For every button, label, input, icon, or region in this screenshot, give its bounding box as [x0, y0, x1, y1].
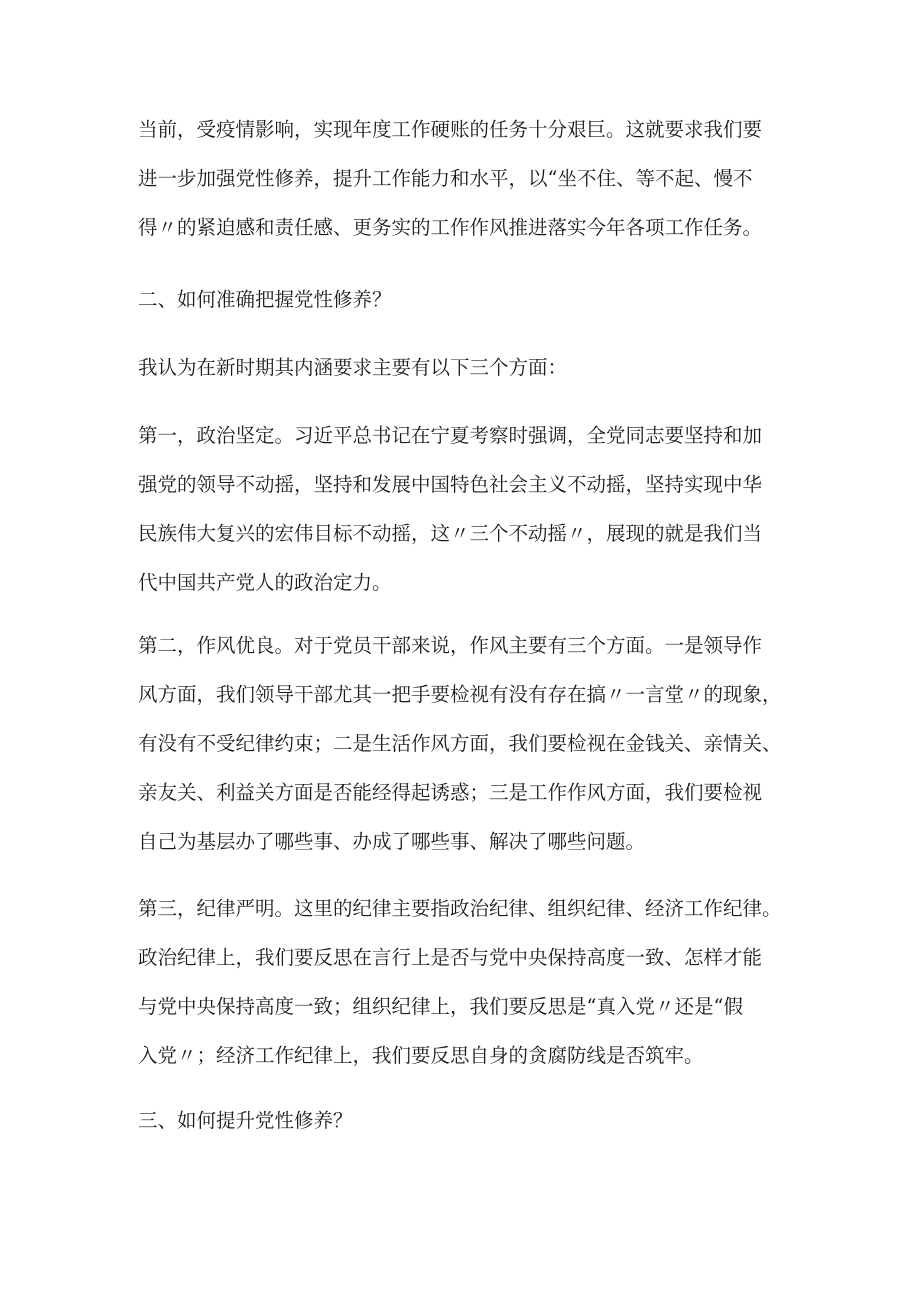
section-heading-3: 三、如何提升党性修养？ [138, 1109, 353, 1132]
text-line: 强党的领导不动摇，坚持和发展中国特色社会主义不动摇，坚持实现中华 [138, 473, 763, 496]
text-line: 有没有不受纪律约束；二是生活作风方面，我们要检视在金钱关、亲情关、 [138, 732, 782, 755]
text-line: 自己为基层办了哪些事、办成了哪些事、解决了哪些问题。 [138, 830, 646, 853]
paragraph-intro [138, 105, 798, 252]
paragraph-aspects-intro [138, 343, 798, 392]
text-line: 政治纪律上，我们要反思在言行上是否与党中央保持高度一致、怎样才能 [138, 946, 763, 969]
text-line: 第二，作风优良。对于党员干部来说，作风主要有三个方面。一是领导作 [138, 634, 763, 657]
paragraph-strict-discipline [138, 884, 798, 1080]
text-line: 风方面，我们领导干部尤其一把手要检视有没有存在搞〃一言堂〃的现象， [138, 683, 782, 706]
text-line: 与党中央保持高度一致；组织纪律上，我们要反思是“真入党〃还是“假 [138, 995, 743, 1018]
paragraph-work-style [138, 621, 798, 866]
text-line: 民族伟大复兴的宏伟目标不动摇，这〃三个不动摇〃，展现的就是我们当 [138, 522, 763, 545]
text-line: 第三，纪律严明。这里的纪律主要指政治纪律、组织纪律、经济工作纪律。 [138, 897, 782, 920]
paragraph-political-firmness [138, 411, 798, 607]
text-line: 我认为在新时期其内涵要求主要有以下三个方面： [138, 356, 568, 379]
text-line: 代中国共产党人的政治定力。 [138, 571, 392, 594]
text-line: 入党〃；经济工作纪律上，我们要反思自身的贪腐防线是否筑牢。 [138, 1044, 704, 1067]
text-line: 进一步加强党性修养，提升工作能力和水平，以“坐不住、等不起、慢不 [138, 167, 753, 190]
text-line: 第一，政治坚定。习近平总书记在宁夏考察时强调，全党同志要坚持和加 [138, 424, 763, 447]
text-line: 得〃的紧迫感和责任感、更务实的工作作风推进落实今年各项工作任务。 [138, 216, 763, 239]
text-line: 当前，受疫情影响，实现年度工作硬账的任务十分艰巨。这就要求我们要 [138, 118, 763, 141]
text-line: 亲友关、利益关方面是否能经得起诱惑；三是工作作风方面，我们要检视 [138, 781, 763, 804]
section-heading-2: 二、如何准确把握党性修养？ [138, 288, 392, 311]
